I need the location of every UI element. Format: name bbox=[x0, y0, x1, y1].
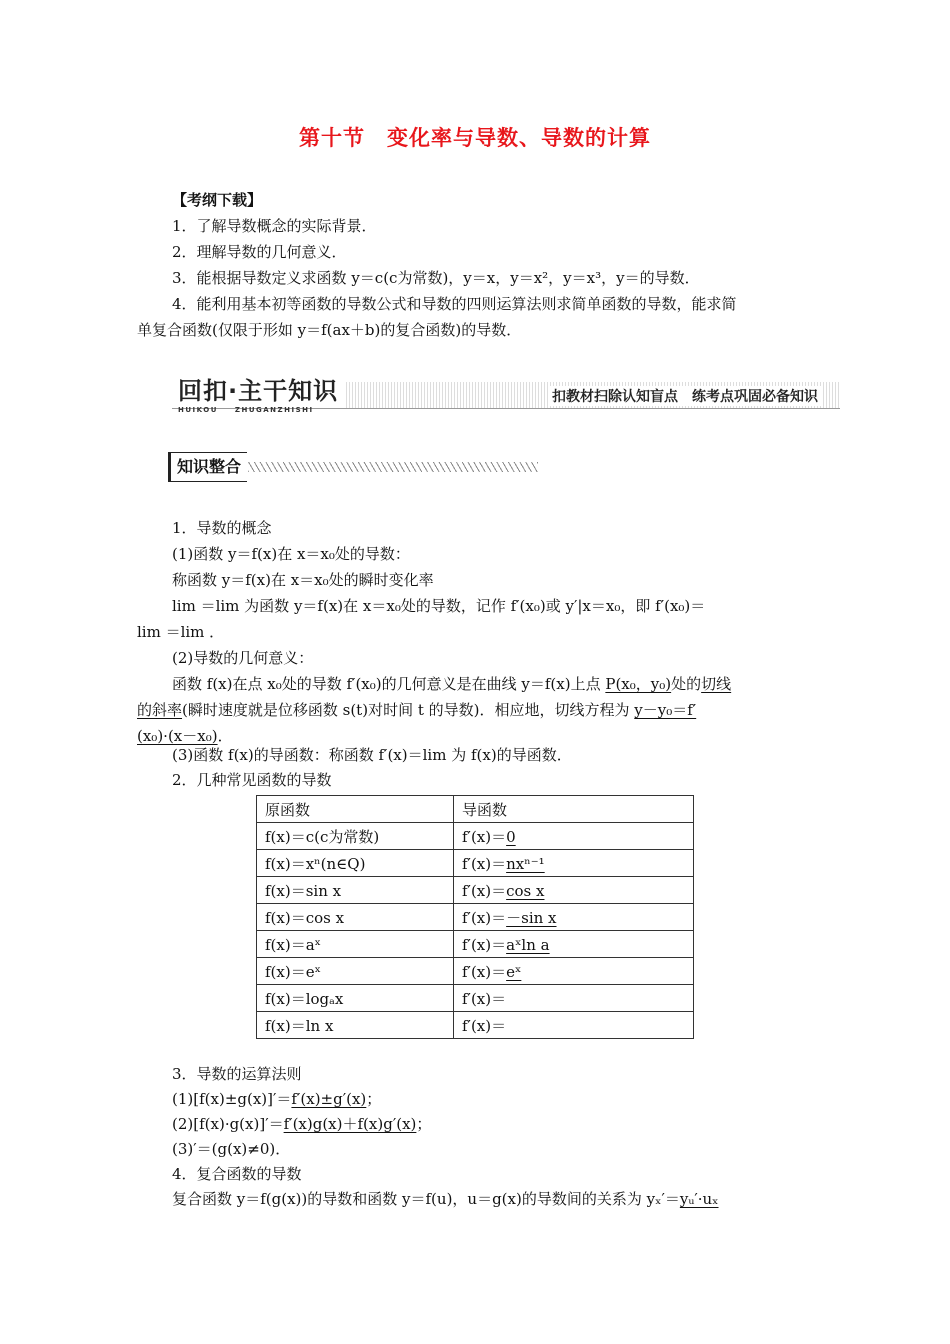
table-row bbox=[257, 931, 694, 958]
answer-blank: 的斜率 bbox=[137, 701, 183, 719]
section-banner bbox=[172, 376, 840, 416]
knowledge-label: 知识整合 bbox=[168, 452, 247, 482]
content-line bbox=[172, 1089, 381, 1109]
table-row bbox=[257, 1012, 694, 1039]
answer-blank: P(x₀，y₀) bbox=[605, 675, 672, 693]
table-row bbox=[257, 958, 694, 985]
text: f′(x)＝ bbox=[462, 1016, 507, 1035]
table-row bbox=[257, 850, 694, 877]
table-row bbox=[257, 985, 694, 1012]
table-cell bbox=[454, 958, 694, 985]
table-row bbox=[257, 877, 694, 904]
table-row bbox=[257, 823, 694, 850]
text: f′(x)＝ bbox=[462, 962, 507, 981]
syllabus-item: 3．能根据导数定义求函数 y＝c(c为常数)，y＝x，y＝x²，y＝x³，y＝的导数． bbox=[172, 269, 700, 287]
banner-subtitle: 扣教材扫除认知盲点 练考点巩固必备知识 bbox=[548, 386, 822, 406]
text: f′(x)＝ bbox=[462, 989, 507, 1008]
table-cell bbox=[454, 877, 694, 904]
section-heading: 1．导数的概念 bbox=[172, 519, 272, 537]
table-cell bbox=[454, 850, 694, 877]
table-cell: f(x)＝cos x bbox=[257, 904, 454, 931]
text: f′(x)＝ bbox=[462, 881, 507, 900]
syllabus-item: 4．能利用基本初等函数的导数公式和导数的四则运算法则求简单函数的导数，能求简 bbox=[172, 295, 737, 313]
content-line bbox=[172, 1189, 719, 1209]
syllabus-item: 1．了解导数概念的实际背景． bbox=[172, 217, 377, 235]
table-cell: f(x)＝c(c为常数) bbox=[257, 823, 454, 850]
answer-blank: 切线 bbox=[701, 675, 732, 693]
text: ； bbox=[416, 1115, 432, 1133]
banner-main-title: 回扣·主干知识 bbox=[172, 376, 344, 408]
text: ； bbox=[366, 1090, 382, 1108]
content-line bbox=[172, 1114, 431, 1134]
text: 处的 bbox=[671, 675, 702, 693]
answer-blank: f′(x)±g′(x) bbox=[291, 1090, 367, 1108]
knowledge-label-block bbox=[168, 452, 538, 482]
answer-blank: cos x bbox=[506, 881, 545, 900]
table-cell: f(x)＝aˣ bbox=[257, 931, 454, 958]
text: (1)[f(x)±g(x)]′＝ bbox=[172, 1090, 292, 1108]
table-cell bbox=[454, 931, 694, 958]
content-line: 称函数 y＝f(x)在 x＝x₀处的瞬时变化率 bbox=[172, 571, 434, 589]
content-line: (1)函数 y＝f(x)在 x＝x₀处的导数： bbox=[172, 545, 410, 563]
answer-blank: 0 bbox=[506, 827, 516, 846]
table-header: 导函数 bbox=[454, 796, 694, 823]
answer-blank: (x₀)·(x－x₀) bbox=[137, 727, 218, 745]
table-cell: f(x)＝ln x bbox=[257, 1012, 454, 1039]
content-line bbox=[137, 700, 696, 720]
syllabus-item: 单复合函数(仅限于形如 y＝f(ax＋b)的复合函数)的导数． bbox=[137, 321, 522, 339]
table-cell: f(x)＝eˣ bbox=[257, 958, 454, 985]
table-cell bbox=[454, 904, 694, 931]
answer-blank: eˣ bbox=[506, 962, 522, 981]
table-cell bbox=[454, 823, 694, 850]
text: f′(x)＝ bbox=[462, 854, 507, 873]
content-line: lim ＝lim 为函数 y＝f(x)在 x＝x₀处的导数，记作 f′(x₀)或 y′|x＝x₀，即 f′(x₀)＝ bbox=[172, 597, 706, 615]
table-cell: f(x)＝logₐx bbox=[257, 985, 454, 1012]
hatch-decoration bbox=[248, 462, 538, 472]
section-heading: 4．复合函数的导数 bbox=[172, 1165, 302, 1183]
text: f′(x)＝ bbox=[462, 908, 507, 927]
syllabus-heading: 【考纲下载】 bbox=[172, 191, 263, 209]
content-line: (3)′＝(g(x)≠0)． bbox=[172, 1140, 291, 1158]
derivative-table bbox=[256, 795, 694, 1039]
content-line bbox=[137, 726, 233, 746]
content-line: (2)导数的几何意义： bbox=[172, 649, 314, 667]
table-header: 原函数 bbox=[257, 796, 454, 823]
text: (2)[f(x)·g(x)]′＝ bbox=[172, 1115, 284, 1133]
content-line: lim ＝lim ． bbox=[137, 623, 225, 641]
table-cell bbox=[454, 1012, 694, 1039]
text: f′(x)＝ bbox=[462, 935, 507, 954]
content-line bbox=[172, 674, 731, 694]
answer-blank: aˣln a bbox=[506, 935, 550, 954]
answer-blank: nxⁿ⁻¹ bbox=[506, 854, 545, 873]
table-cell: f(x)＝sin x bbox=[257, 877, 454, 904]
table-cell: f(x)＝xⁿ(n∈Q) bbox=[257, 850, 454, 877]
page-title: 第十节 变化率与导数、导数的计算 bbox=[299, 126, 651, 150]
table-row bbox=[257, 904, 694, 931]
text: 复合函数 y＝f(g(x))的导数和函数 y＝f(u)，u＝g(x)的导数间的关系为 yₓ′＝ bbox=[172, 1190, 680, 1208]
syllabus-item: 2．理解导数的几何意义． bbox=[172, 243, 347, 261]
table-header-row bbox=[257, 796, 694, 823]
answer-blank: y－y₀＝f′ bbox=[634, 701, 697, 719]
answer-blank: f′(x)g(x)＋f(x)g′(x) bbox=[283, 1115, 417, 1133]
table-cell bbox=[454, 985, 694, 1012]
answer-blank: －sin x bbox=[506, 908, 557, 927]
banner-pinyin: HUIKOU ZHUGANZHISHI bbox=[178, 406, 314, 414]
text: (瞬时速度就是位移函数 s(t)对时间 t 的导数)．相应地，切线方程为 bbox=[182, 701, 635, 719]
content-line: (3)函数 f(x)的导函数：称函数 f′(x)＝lim 为 f(x)的导函数． bbox=[172, 746, 572, 764]
text: 函数 f(x)在点 x₀处的导数 f′(x₀)的几何意义是在曲线 y＝f(x)上点 bbox=[172, 675, 606, 693]
section-heading: 2．几种常见函数的导数 bbox=[172, 771, 332, 789]
section-heading: 3．导数的运算法则 bbox=[172, 1065, 302, 1083]
text: f′(x)＝ bbox=[462, 827, 507, 846]
answer-blank: yᵤ′·uₓ bbox=[679, 1190, 719, 1208]
text: ． bbox=[217, 727, 233, 745]
